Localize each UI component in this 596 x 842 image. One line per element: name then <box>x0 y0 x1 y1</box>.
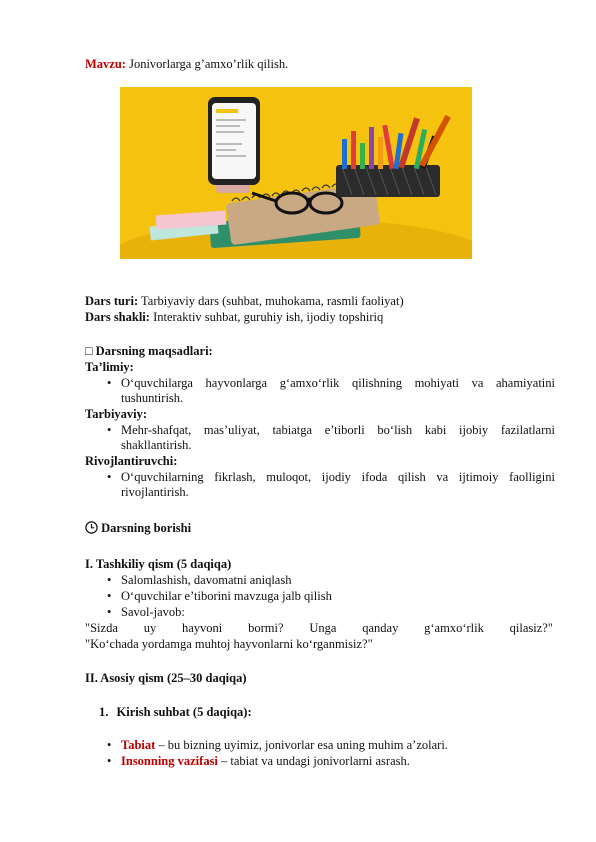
question-word: hayvoni <box>182 621 223 635</box>
lesson-form-text: Interaktiv suhbat, guruhiy ish, ijodiy topshiriq <box>149 310 384 324</box>
goal-text: O‘quvchilarning fikrlash, muloqot, ijodiy ifoda qilish va ijtimoiy faolligini rivojlantirish. <box>121 470 555 499</box>
lesson-type-label: Dars turi: <box>85 294 139 308</box>
goal-heading-upbringing: Tarbiyaviy: <box>85 407 148 421</box>
term-definition: – bu bizning uyimiz, jonivorlar esa uning muhim a’zolari. <box>155 738 448 752</box>
bullet-icon: • <box>107 738 112 752</box>
question-word: "Sizda <box>85 621 118 635</box>
clock-icon <box>85 521 98 534</box>
bullet-icon: • <box>107 470 112 484</box>
topic-text: Jonivorlarga g’amxo’rlik qilish. <box>125 57 289 71</box>
goal-text: O‘quvchilarga hayvonlarga g‘amxo‘rlik qilishning mohiyati va ahamiyatini tushuntirish. <box>121 376 555 405</box>
question-word: qanday <box>362 621 399 635</box>
section1-item-text: Savol-javob: <box>121 605 185 619</box>
topic-line <box>85 57 288 72</box>
term-nature: Tabiat <box>121 738 156 752</box>
bullet-icon: • <box>107 423 112 437</box>
goal-heading-developmental: Rivojlantiruvchi: <box>85 454 178 468</box>
lesson-form-label: Dars shakli: <box>85 310 150 324</box>
term-definition: – tabiat va undagi jonivorlarni asrash. <box>217 754 410 768</box>
question-word: qilasiz?" <box>509 621 553 635</box>
question-line-1 <box>85 621 553 636</box>
subheading-text: Kirish suhbat (5 daqiqa): <box>116 705 252 719</box>
bullet-icon: • <box>107 754 112 768</box>
question-word: uy <box>143 621 157 635</box>
bullet-icon: • <box>107 589 112 603</box>
subheading-number: 1. <box>99 705 109 719</box>
term-human-duty: Insonning vazifasi <box>121 754 218 768</box>
question-line-2: "Ko‘chada yordamga muhtoj hayvonlarni ko‘rganmisiz?" <box>85 637 373 651</box>
bullet-icon: • <box>107 573 112 587</box>
section1-item-text: Salomlashish, davomatni aniqlash <box>121 573 292 587</box>
section2-title: II. Asosiy qism (25–30 daqiqa) <box>85 671 247 685</box>
bullet-icon: • <box>107 376 112 390</box>
section1-item-text: O‘quvchilar e’tiborini mavzuga jalb qilish <box>121 589 332 603</box>
lesson-type-line <box>85 294 404 309</box>
goal-heading-educational: Ta’limiy: <box>85 360 134 374</box>
stationery-photo <box>120 87 472 259</box>
section1-title: I. Tashkiliy qism (5 daqiqa) <box>85 557 232 571</box>
topic-label: Mavzu: <box>85 57 126 71</box>
section2-subheading <box>99 705 252 720</box>
flow-title-line <box>85 521 191 536</box>
goal-text: Mehr-shafqat, mas’uliyat, tabiatga e’tiborli bo‘lish kabi ijobiy fazilatlarni shakllantirish. <box>121 423 555 452</box>
flow-title: Darsning borishi <box>101 521 192 535</box>
bullet-icon: • <box>107 605 112 619</box>
lesson-type-text: Tarbiyaviy dars (suhbat, muhokama, rasmli faoliyat) <box>138 294 404 308</box>
lesson-form-line <box>85 310 383 325</box>
goals-title: □ Darsning maqsadlari: <box>85 344 213 358</box>
question-word: Unga <box>309 621 337 635</box>
question-word: bormi? <box>248 621 284 635</box>
question-word: g‘amxo‘rlik <box>424 621 484 635</box>
